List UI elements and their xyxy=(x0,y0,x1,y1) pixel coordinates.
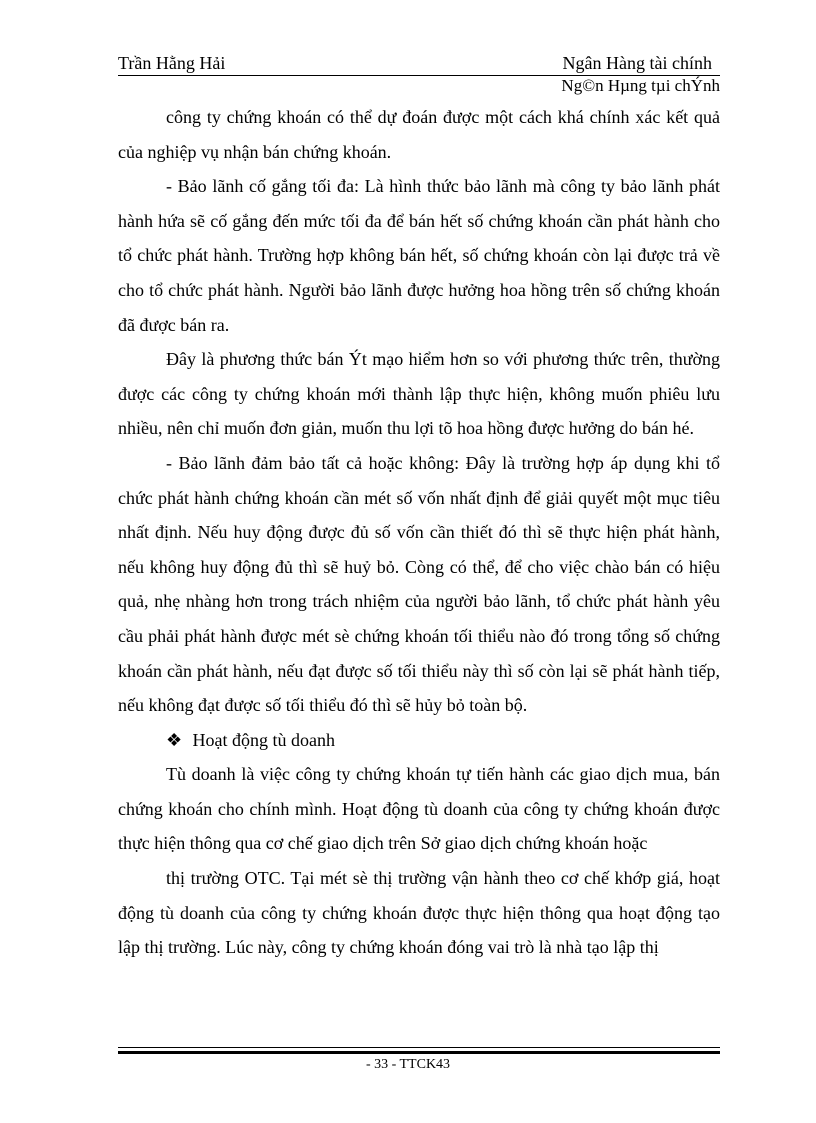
diamond-bullet-icon: ❖ xyxy=(166,729,183,750)
footer-page-label: - 33 - TTCK43 xyxy=(365,1057,451,1072)
section-heading xyxy=(118,723,720,758)
header-author: Trần Hằng Hải xyxy=(118,53,226,73)
footer-rule-thin xyxy=(118,1047,720,1048)
page-body xyxy=(118,100,720,965)
paragraph: thị trường OTC. Tại mét sè thị trường vận hành theo cơ chế khớp giá, hoạt động tù doanh của công ty chứng khoán được thực hiện thông qua hoạt động tạo lập thị trường. Lúc này, công ty chứng khoán đóng vai trò là nhà tạo lập thị xyxy=(118,868,720,958)
paragraph: Đây là phương thức bán Ýt mạo hiểm hơn so với phương thức trên, thường được các công ty chứng khoán mới thành lập thực hiện, không muốn phiêu lưu nhiều, nên chỉ muốn đơn giản, muốn thu lợi tõ hoa hồng được hưởng do bán hé. xyxy=(118,349,720,439)
section-heading-text: Hoạt động tù doanh xyxy=(192,729,335,750)
footer-rule-thick xyxy=(118,1051,720,1054)
paragraph: công ty chứng khoán có thể dự đoán được một cách khá chính xác kết quả của nghiệp vụ nhận bán chứng khoán. xyxy=(118,107,720,162)
paragraph: Tù doanh là việc công ty chứng khoán tự tiến hành các giao dịch mua, bán chứng khoán cho chính mình. Hoạt động tù doanh của công ty chứng khoán được thực hiện thông qua cơ chế giao dịch trên Sở giao dịch chứng khoán hoặc xyxy=(118,764,720,854)
header-subject: Ngân Hàng tài chính xyxy=(562,53,712,73)
paragraph: - Bảo lãnh cố gắng tối đa: Là hình thức bảo lãnh mà công ty bảo lãnh phát hành hứa sẽ cố gắng đến mức tối đa để bán hết số chứng khoán cần phát hành cho tổ chức phát hành. Trường hợp không bán hết, số chứng khoán còn lại được trả về cho tổ chức phát hành. Người bảo lãnh được hưởng hoa hồng trên số chứng khoán đã được bán ra. xyxy=(118,176,720,335)
header-subtitle: Ng©n Hµng tµi chÝnh xyxy=(561,76,720,95)
paragraph: - Bảo lãnh đảm bảo tất cả hoặc không: Đây là trường hợp áp dụng khi tổ chức phát hành chứng khoán cần mét số vốn nhất định để giải quyết một mục tiêu nhất định. Nếu huy động được đủ số vốn cần thiết đó thì sẽ thực hiện phát hành, nếu không huy động đủ thì sẽ huỷ bỏ. Còng có thể, để cho việc chào bán có hiệu quả, nhẹ nhàng hơn trong trách nhiệm của người bảo lãnh, tổ chức phát hành yêu cầu phải phát hành được mét sè chứng khoán tối thiểu nào đó trong tổng số chứng khoán cần phát hành, nếu đạt được số tối thiểu này thì số còn lại sẽ phát hành tiếp, nếu không đạt được số tối thiểu đó thì sẽ hủy bỏ toàn bộ. xyxy=(118,452,720,716)
